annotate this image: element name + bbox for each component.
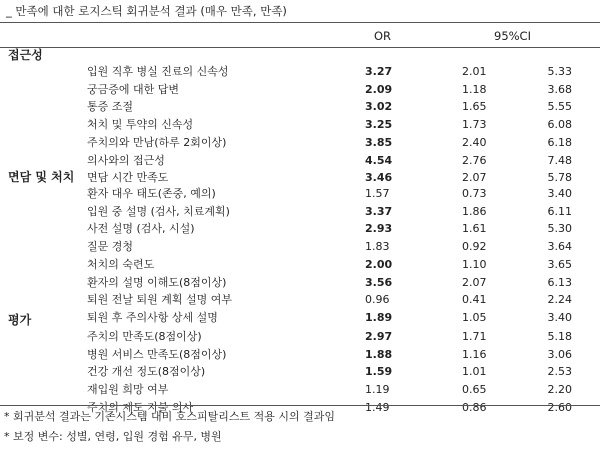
ci-lower-value: 1.73	[462, 118, 487, 132]
section-title: 접근성	[8, 48, 43, 62]
ci-lower-value: 1.86	[462, 204, 487, 218]
ci-lower-value: 0.92	[462, 240, 487, 254]
odds-ratio-value: 3.46	[365, 171, 393, 185]
row-label: 질문 경청	[87, 240, 134, 254]
row-label: 사전 설명 (검사, 시설)	[87, 222, 195, 236]
odds-ratio-value: 3.25	[365, 118, 393, 132]
row-label: 재입원 희망 여부	[87, 383, 169, 397]
ci-upper-value: 5.30	[547, 222, 572, 236]
table-row	[0, 328, 600, 345]
odds-ratio-value: 1.59	[365, 365, 393, 379]
ci-lower-value: 2.01	[462, 65, 487, 78]
ci-lower-value: 2.07	[462, 275, 487, 289]
ci-upper-value: 5.55	[547, 100, 572, 114]
ci-lower-value: 1.05	[462, 310, 487, 324]
table-row	[0, 98, 600, 115]
ci-upper-value: 2.20	[547, 383, 572, 397]
odds-ratio-value: 3.37	[365, 204, 393, 218]
ci-lower-value: 0.65	[462, 383, 487, 397]
odds-ratio-value: 1.83	[365, 240, 390, 254]
ci-lower-value: 1.71	[462, 330, 487, 343]
footnote: * 회귀분석 결과는 기존시스템 대비 호스피탈리스트 적용 시의 결과임	[4, 410, 335, 423]
odds-ratio-value: 1.88	[365, 347, 393, 361]
section-title: 평가	[8, 313, 32, 327]
ci-upper-value: 2.53	[547, 365, 572, 379]
table-row	[0, 346, 600, 363]
row-label: 입원 중 설명 (검사, 치료계획)	[87, 204, 230, 218]
odds-ratio-value: 2.97	[365, 330, 393, 343]
table-row	[0, 256, 600, 273]
ci-upper-value: 2.60	[547, 400, 572, 414]
row-label: 주치의 제도 지불 의사	[87, 400, 194, 414]
row-label: 병원 서비스 만족도(8점이상)	[87, 347, 227, 361]
table-row	[0, 238, 600, 255]
ci-upper-value: 6.11	[547, 204, 572, 218]
ci-upper-value: 3.68	[547, 82, 572, 96]
ci-upper-value: 3.40	[547, 310, 572, 324]
ci-upper-value: 5.33	[547, 65, 572, 78]
ci-lower-value: 1.61	[462, 222, 487, 236]
table-row	[0, 116, 600, 133]
odds-ratio-value: 1.19	[365, 383, 390, 397]
ci-upper-value: 6.13	[547, 275, 572, 289]
odds-ratio-value: 3.85	[365, 135, 393, 149]
row-label: 퇴원 후 주의사항 상세 설명	[87, 310, 218, 324]
ci-upper-value: 6.18	[547, 135, 572, 149]
row-label: 주치의와 만남(하루 2회이상)	[87, 135, 227, 149]
ci-lower-value: 2.40	[462, 135, 487, 149]
row-label: 처치 및 투약의 신속성	[87, 118, 194, 132]
odds-ratio-value: 2.09	[365, 82, 393, 96]
section-row	[0, 312, 600, 329]
odds-ratio-value: 1.89	[365, 310, 393, 324]
row-label: 환자 대우 태도(존중, 예의)	[87, 187, 216, 200]
bottom-rule	[0, 405, 600, 406]
table-title: _ 만족에 대한 로지스틱 회귀분석 결과 (매우 만족, 만족)	[6, 4, 287, 18]
ci-upper-value: 5.18	[547, 330, 572, 343]
row-label: 입원 직후 병실 진료의 신속성	[87, 65, 229, 78]
row-label: 환자의 설명 이해도(8점이상)	[87, 275, 227, 289]
table-row	[0, 381, 600, 398]
table-row	[0, 363, 600, 380]
ci-lower-value: 1.18	[462, 82, 487, 96]
ci-upper-value: 5.78	[547, 171, 572, 185]
row-label: 처치의 숙련도	[87, 257, 155, 271]
odds-ratio-value: 3.56	[365, 275, 393, 289]
row-label: 건강 개선 정도(8점이상)	[87, 365, 206, 379]
section-title: 면담 및 처치	[8, 170, 75, 184]
table-row	[0, 185, 600, 202]
odds-ratio-value: 3.02	[365, 100, 393, 114]
table-row	[0, 81, 600, 98]
odds-ratio-value: 2.00	[365, 257, 393, 271]
row-label: 퇴원 전날 퇴원 계획 설명 여부	[87, 293, 232, 307]
odds-ratio-value: 3.27	[365, 65, 393, 78]
header-ci: 95%CI	[494, 29, 531, 43]
row-label: 면담 시간 만족도	[87, 171, 169, 185]
table-row	[0, 134, 600, 151]
ci-lower-value: 0.86	[462, 400, 487, 414]
ci-lower-value: 1.01	[462, 365, 487, 379]
ci-lower-value: 1.65	[462, 100, 487, 114]
header-or: OR	[374, 29, 392, 43]
section-row	[0, 47, 600, 64]
footnote: * 보정 변수: 성별, 연령, 입원 경험 유무, 병원	[4, 430, 222, 443]
row-label: 궁금증에 대한 답변	[87, 82, 180, 96]
ci-upper-value: 3.65	[547, 257, 572, 271]
ci-lower-value: 1.16	[462, 347, 487, 361]
ci-upper-value: 6.08	[547, 118, 572, 132]
odds-ratio-value: 1.57	[365, 187, 390, 200]
ci-lower-value: 0.41	[462, 293, 487, 307]
table-row	[0, 152, 600, 169]
ci-upper-value: 3.06	[547, 347, 572, 361]
ci-lower-value: 1.10	[462, 257, 487, 271]
top-rule	[0, 22, 600, 23]
table-row	[0, 220, 600, 237]
row-label: 통증 조절	[87, 100, 134, 114]
row-label: 주치의 만족도(8점이상)	[87, 330, 202, 343]
section-row	[0, 169, 600, 186]
ci-lower-value: 2.07	[462, 171, 487, 185]
odds-ratio-value: 4.54	[365, 153, 393, 167]
ci-upper-value: 7.48	[547, 153, 572, 167]
ci-upper-value: 2.24	[547, 293, 572, 307]
table-row	[0, 63, 600, 80]
ci-upper-value: 3.64	[547, 240, 572, 254]
row-label: 의사와의 접근성	[87, 153, 165, 167]
ci-lower-value: 0.73	[462, 187, 487, 200]
ci-upper-value: 3.40	[547, 187, 572, 200]
odds-ratio-value: 1.49	[365, 400, 390, 414]
table-row	[0, 274, 600, 291]
table-row	[0, 203, 600, 220]
odds-ratio-value: 0.96	[365, 293, 390, 307]
table-row	[0, 291, 600, 308]
odds-ratio-value: 2.93	[365, 222, 393, 236]
ci-lower-value: 2.76	[462, 153, 487, 167]
